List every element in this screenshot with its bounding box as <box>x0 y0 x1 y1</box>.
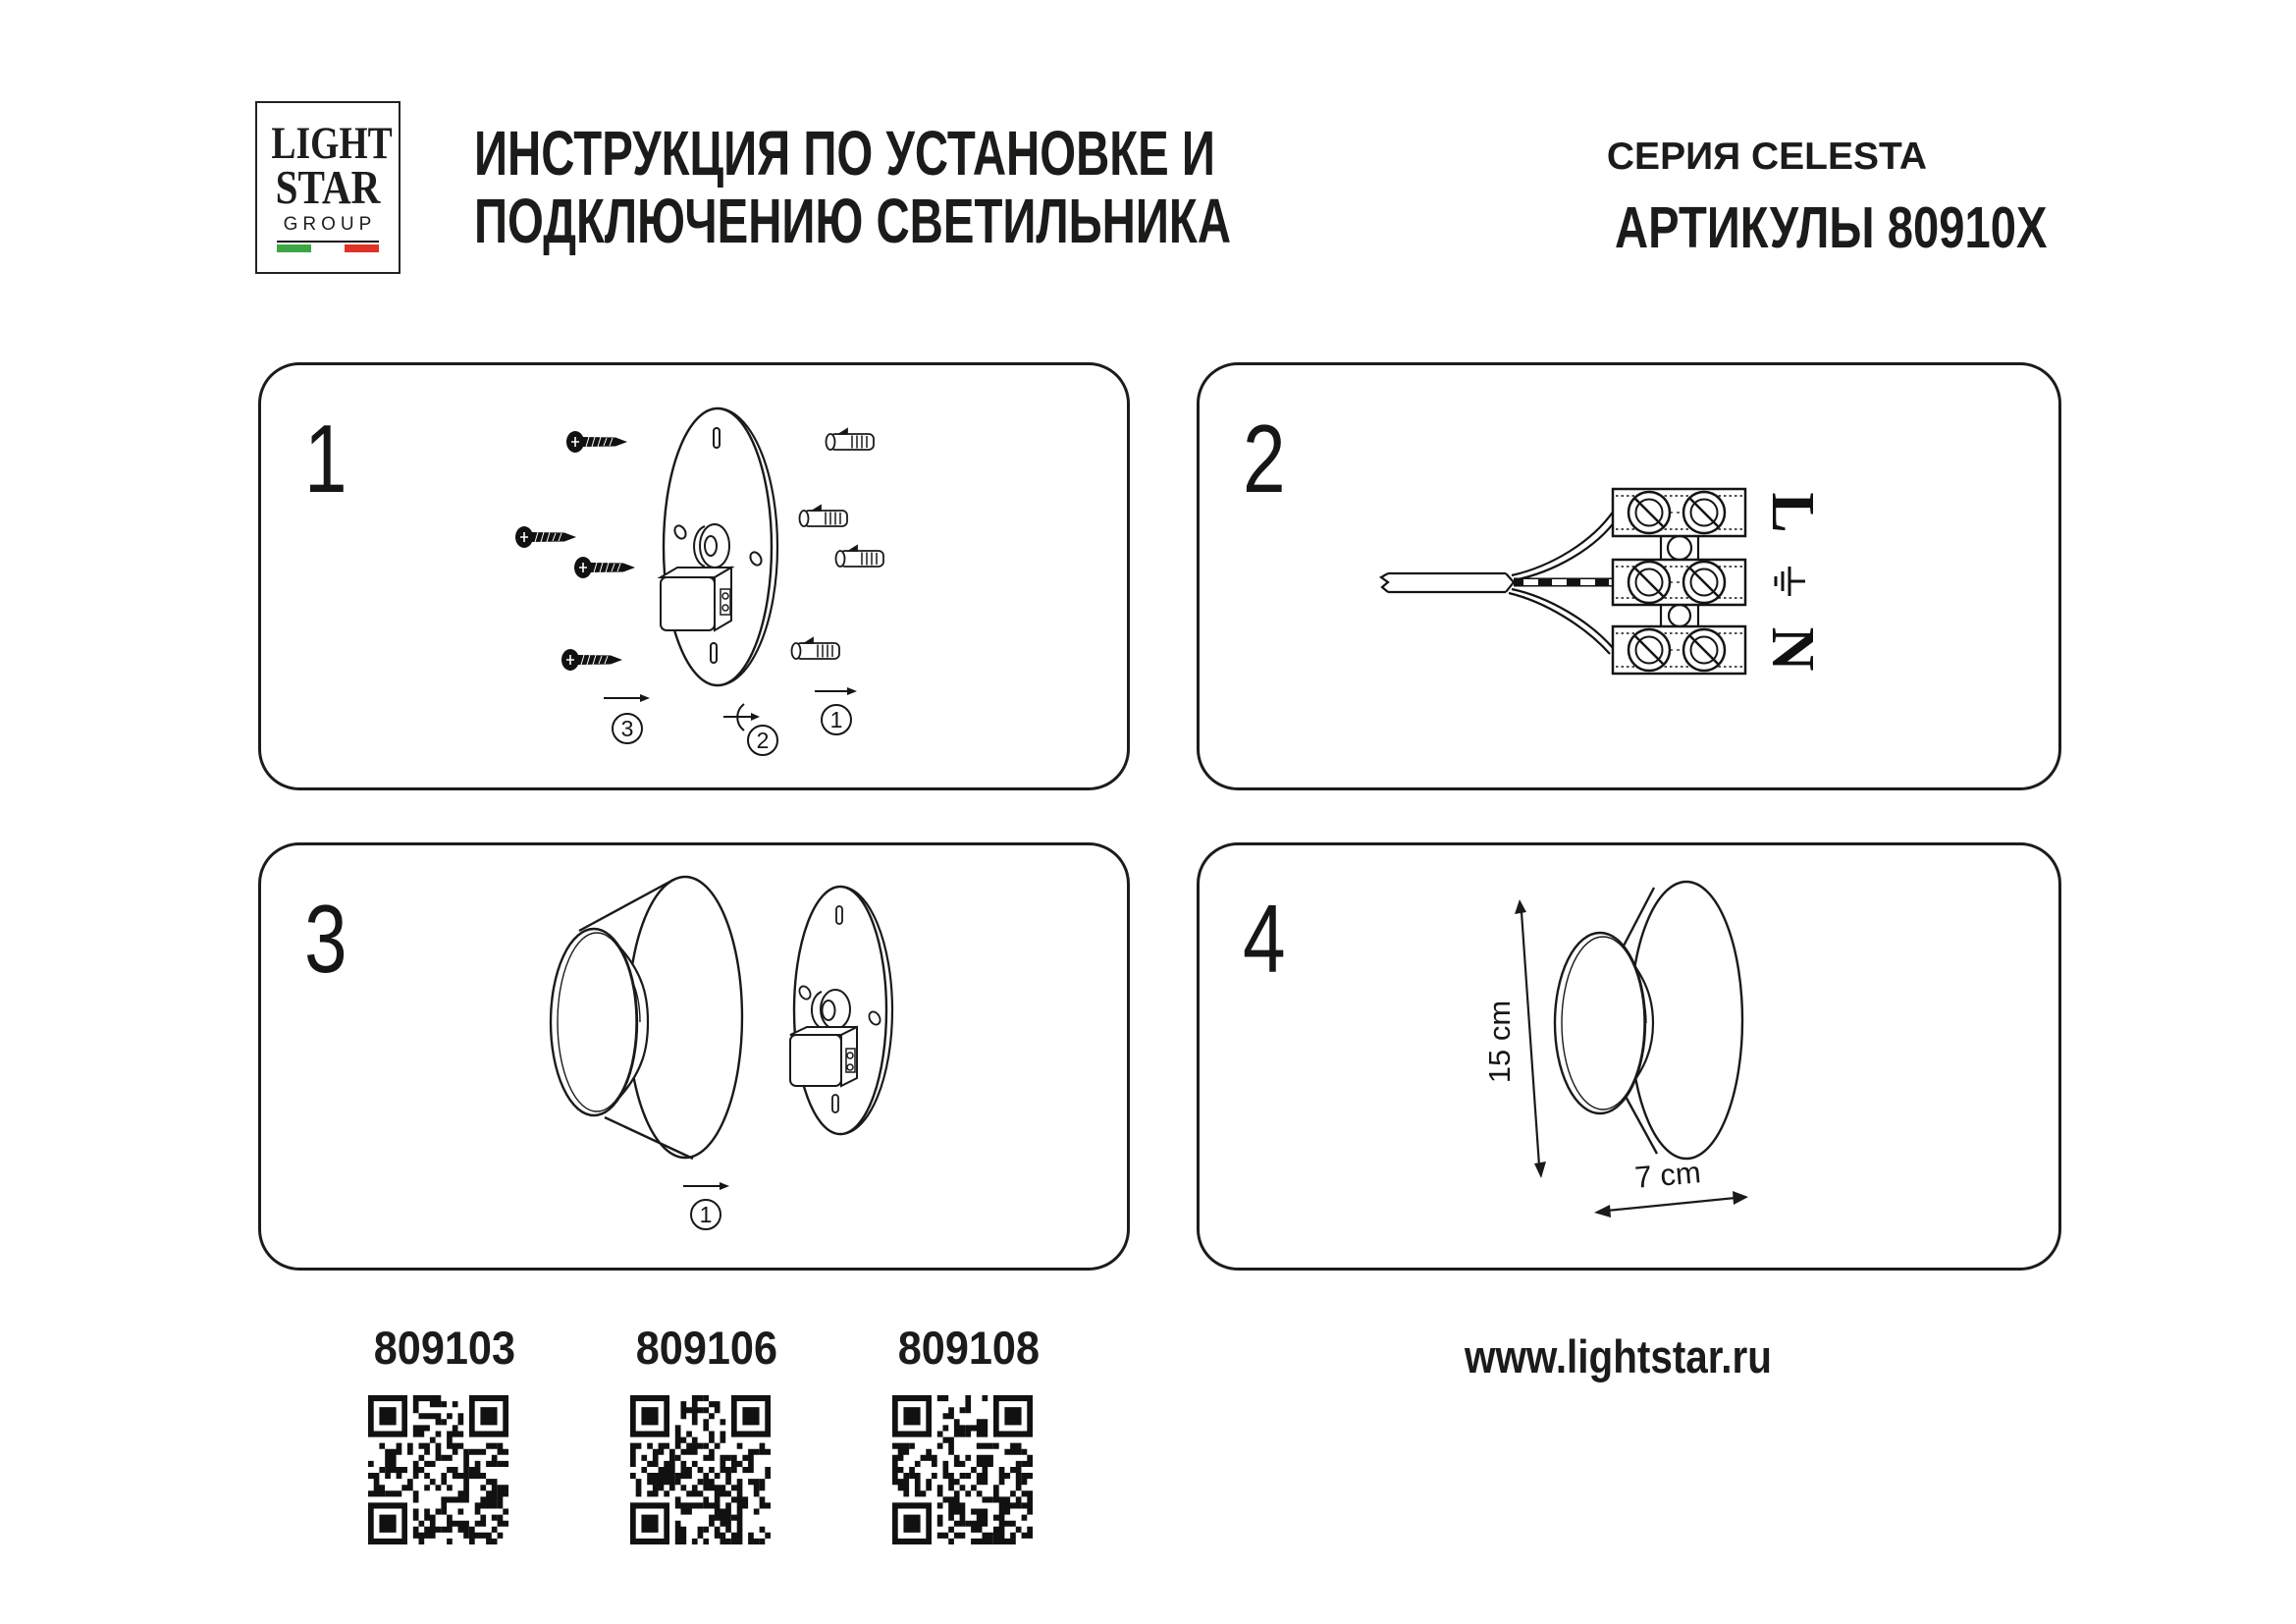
terminal-screw-icon <box>1683 492 1725 533</box>
step-2-number: 2 <box>1243 405 1286 513</box>
wall-anchor-icon <box>800 506 848 526</box>
step-1-number: 1 <box>304 405 347 513</box>
terminal-screw-icon <box>1629 492 1670 533</box>
width-dimension-arrow <box>1594 1191 1748 1218</box>
step-label-1: 1 <box>829 707 843 732</box>
step-2-panel <box>1197 362 2061 790</box>
step-arrow-1-icon <box>815 687 857 695</box>
qr-code-icon <box>630 1395 771 1544</box>
screws <box>515 431 635 671</box>
flag-green <box>277 244 311 252</box>
logo-flag <box>277 241 379 252</box>
lamp-body <box>551 877 742 1159</box>
step-3-panel <box>258 842 1130 1271</box>
page-title-line2: ПОДКЛЮЧЕНИЮ СВЕТИЛЬНИКА <box>474 186 1232 256</box>
step-arrow-3-icon <box>604 694 650 702</box>
junction-box <box>790 1027 857 1086</box>
line-terminal-label: L <box>1759 492 1826 533</box>
qr-block-809108 <box>892 1322 1041 1544</box>
series-block <box>1561 135 2048 261</box>
lamp-body <box>1555 882 1742 1159</box>
supply-cable <box>1381 573 1514 592</box>
terminal-screw-icon <box>1629 562 1670 603</box>
wall-anchor-icon <box>836 546 884 567</box>
mounting-plate <box>790 887 892 1134</box>
step-4-diagram <box>1200 845 2064 1273</box>
step-label-2: 2 <box>756 728 770 753</box>
step-4-panel <box>1197 842 2061 1271</box>
ground-icon <box>1776 567 1805 596</box>
screw-icon <box>574 557 635 578</box>
junction-box <box>661 568 731 630</box>
article-number: 809106 <box>635 1322 778 1374</box>
height-dimension-arrow <box>1515 899 1546 1178</box>
qr-block-809103 <box>368 1322 516 1544</box>
article-number: 809108 <box>897 1322 1041 1374</box>
wall-anchor-icon <box>827 429 875 450</box>
articles-code: АРТИКУЛЫ 80910X <box>1615 195 2048 260</box>
width-dimension-label: 7 cm <box>1633 1155 1703 1195</box>
neutral-terminal-label: N <box>1759 626 1826 672</box>
screw-icon <box>566 431 627 453</box>
logo-light-text: LIGHT <box>271 118 393 169</box>
wall-anchor-icon <box>792 638 840 659</box>
page-title <box>474 120 1231 255</box>
step-label-1: 1 <box>699 1202 713 1227</box>
series-name: СЕРИЯ CELESTA <box>1606 135 1928 178</box>
step-3-diagram <box>261 845 1133 1273</box>
height-dimension-label: 15 cm <box>1482 1000 1517 1084</box>
step-label-3: 3 <box>620 716 634 741</box>
step-1-panel <box>258 362 1130 790</box>
step-arrow-1-icon <box>683 1182 729 1190</box>
website-url: www.lightstar.ru <box>1465 1330 1772 1382</box>
lightstar-logo <box>255 101 400 274</box>
screw-icon <box>515 526 576 548</box>
step-1-diagram <box>261 365 1133 793</box>
flag-white <box>311 244 346 252</box>
qr-code-icon <box>368 1395 508 1544</box>
step-4-number: 4 <box>1243 885 1286 993</box>
flag-red <box>345 244 379 252</box>
wire-bottom <box>1509 589 1614 654</box>
step-2-diagram <box>1200 365 2064 793</box>
rotate-arrow-icon <box>723 704 760 731</box>
qr-code-icon <box>892 1395 1033 1544</box>
logo-star-text: STAR <box>275 160 381 215</box>
page-title-line1: ИНСТРУКЦИЯ ПО УСТАНОВКЕ И <box>474 118 1215 189</box>
terminal-screw-icon <box>1683 629 1725 671</box>
screw-icon <box>561 649 622 671</box>
wire-top <box>1512 511 1618 580</box>
logo-group-text: GROUP <box>283 214 377 236</box>
article-number: 809103 <box>373 1322 516 1374</box>
terminal-screw-icon <box>1683 562 1725 603</box>
step-3-number: 3 <box>304 885 347 993</box>
qr-block-809106 <box>630 1322 778 1544</box>
wall-anchors <box>792 429 884 659</box>
terminal-screw-icon <box>1629 629 1670 671</box>
